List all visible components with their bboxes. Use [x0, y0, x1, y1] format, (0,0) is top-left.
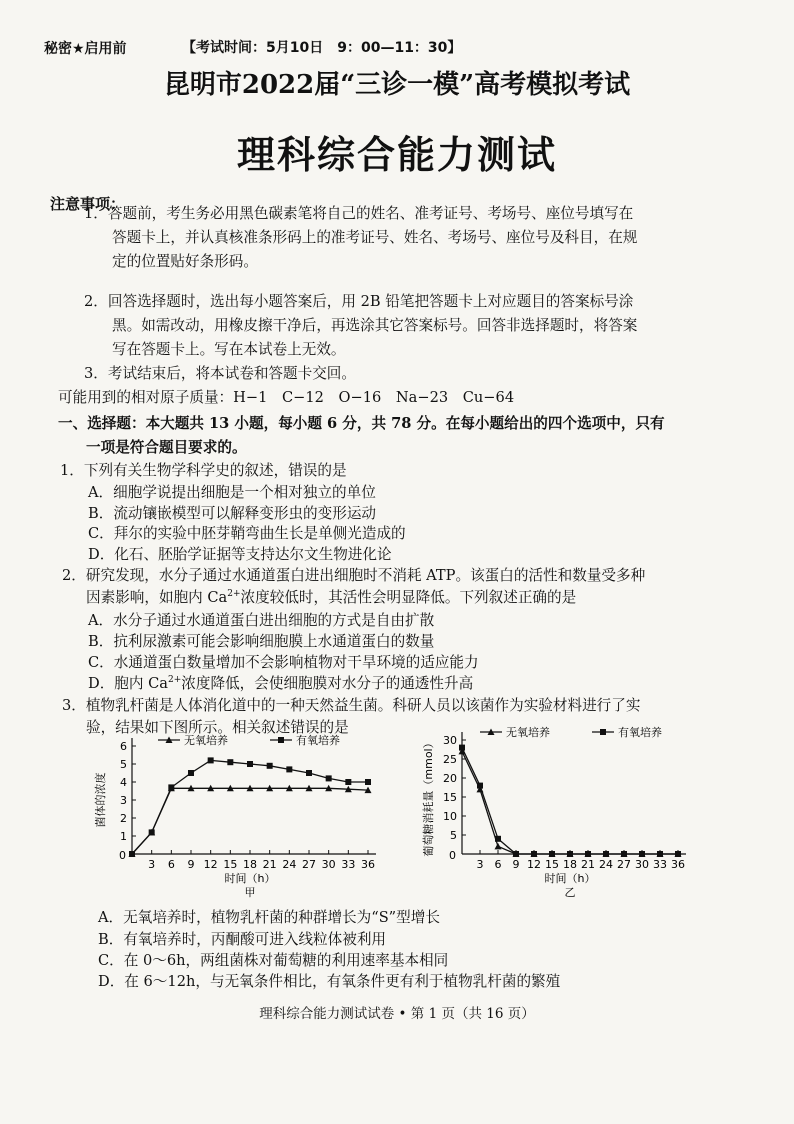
q2-stem: 2．研究发现，水分子通过水通道蛋白进出细胞时不消耗 ATP。该蛋白的活性和数量受多种 — [62, 567, 646, 584]
q3-option-d: D．在 6～12h，与无氧条件相比，有氧条件更有利于植物乳杆菌的繁殖 — [98, 973, 561, 990]
y-tick-label: 2 — [120, 812, 127, 825]
data-point-triangle — [495, 843, 502, 850]
x-axis-label: 时间（h） — [224, 872, 276, 885]
data-point-square — [326, 775, 332, 781]
q2-option-a: A．水分子通过水通道蛋白进出细胞的方式是自由扩散 — [88, 612, 435, 629]
data-point-square — [345, 779, 351, 785]
page-footer: 理科综合能力测试试卷 • 第 1 页（共 16 页） — [259, 1006, 535, 1022]
y-tick-label: 20 — [443, 772, 457, 785]
data-point-square — [247, 761, 253, 767]
x-axis-label: 时间（h） — [544, 872, 596, 885]
q1-option-d: D．化石、胚胎学证据等支持达尔文生物进化论 — [88, 546, 392, 563]
y-tick-label: 25 — [443, 753, 457, 766]
x-tick-label: 24 — [599, 858, 613, 871]
x-tick-label: 18 — [563, 858, 577, 871]
x-tick-label: 30 — [321, 858, 336, 871]
data-point-square — [585, 851, 591, 857]
data-point-square — [208, 757, 214, 763]
data-point-square — [567, 851, 573, 857]
x-tick-label: 3 — [148, 858, 156, 871]
q3-option-a: A．无氧培养时，植物乳杆菌的种群增长为“S”型增长 — [98, 909, 440, 926]
data-point-square — [639, 851, 645, 857]
x-tick-label: 24 — [282, 858, 297, 871]
q2-option-c: C．水通道蛋白数量增加不会影响植物对干旱环境的适应能力 — [88, 654, 479, 671]
x-tick-label: 6 — [167, 858, 175, 871]
data-point-square — [365, 779, 371, 785]
q1-option-b: B．流动镶嵌模型可以解释变形虫的变形运动 — [88, 505, 377, 522]
data-point-square — [168, 784, 174, 790]
chart-yi — [418, 726, 708, 898]
x-tick-label: 21 — [581, 858, 595, 871]
series-line-1 — [462, 751, 678, 854]
x-tick-label: 9 — [512, 858, 520, 871]
x-tick-label: 18 — [243, 858, 257, 871]
data-point-square — [286, 766, 292, 772]
exam-subtitle: 理科综合能力测试 — [236, 133, 557, 177]
data-point-square — [306, 770, 312, 776]
x-tick-label: 27 — [302, 858, 316, 871]
atomic-masses: 可能用到的相对原子质量：H−1 C−12 O−16 Na−23 Cu−64 — [58, 389, 515, 406]
legend-marker-square — [278, 737, 284, 743]
legend-label: 无氧培养 — [184, 734, 228, 747]
x-tick-label: 6 — [494, 858, 502, 871]
data-point-square — [129, 851, 135, 857]
exam-time: 【考试时间：5月10日 9：00—11：30】 — [182, 40, 462, 56]
legend-marker-square — [600, 729, 606, 735]
q3-option-c: C．在 0～6h，两组菌株对葡萄糖的利用速率基本相同 — [98, 952, 449, 969]
notes-heading: 注意事项： — [50, 195, 126, 213]
y-tick-label: 4 — [120, 776, 127, 789]
series-line-2 — [132, 760, 368, 854]
exam-title: 昆明市2022届“三诊一模”高考模拟考试 — [163, 70, 631, 100]
y-tick-label: 1 — [120, 830, 127, 843]
data-point-square — [549, 851, 555, 857]
chart-jia — [90, 726, 380, 898]
series-line-2 — [462, 748, 678, 854]
data-point-square — [459, 745, 465, 751]
x-tick-label: 33 — [653, 858, 667, 871]
y-tick-label: 15 — [443, 791, 457, 804]
chart-label: 甲 — [244, 886, 256, 898]
q1-option-c: C．拜尔的实验中胚芽鞘弯曲生长是单侧光造成的 — [88, 525, 406, 542]
y-tick-label: 5 — [450, 829, 457, 842]
x-tick-label: 15 — [223, 858, 238, 871]
x-tick-label: 36 — [361, 858, 375, 871]
x-tick-label: 30 — [635, 858, 649, 871]
note-line: 黑。如需改动，用橡皮擦干净后，再选涂其它答案标号。回答非选择题时，将答案 — [112, 317, 638, 334]
data-point-square — [675, 851, 681, 857]
x-tick-label: 12 — [527, 858, 541, 871]
note-line: 2．回答选择题时，选出每小题答案后，用 2B 铅笔把答题卡上对应题目的答案标号涂 — [84, 293, 634, 310]
data-point-square — [621, 851, 627, 857]
data-point-square — [477, 783, 483, 789]
x-tick-label: 9 — [187, 858, 195, 871]
data-point-square — [267, 763, 273, 769]
q3-stem: 3．植物乳杆菌是人体消化道中的一种天然益生菌。科研人员以该菌作为实验材料进行了实 — [62, 697, 641, 714]
data-point-square — [657, 851, 663, 857]
x-tick-label: 15 — [545, 858, 559, 871]
data-point-square — [495, 836, 501, 842]
note-line: 答题卡上，并认真核准条形码上的准考证号、姓名、考场号、座位号及科目，在规 — [112, 229, 638, 246]
legend-label: 无氧培养 — [506, 726, 550, 739]
x-tick-label: 12 — [203, 858, 218, 871]
section-heading: 一、选择题：本大题共 13 小题，每小题 6 分，共 78 分。在每小题给出的四个选项中，只有 — [58, 415, 665, 432]
q1-stem: 1．下列有关生物学科学史的叙述，错误的是 — [60, 462, 347, 479]
note-line: 写在答题卡上。写在本试卷上无效。 — [112, 341, 346, 358]
y-axis-label: 葡萄糖消耗量（mmol） — [422, 737, 435, 857]
data-point-square — [188, 770, 194, 776]
data-point-square — [227, 759, 233, 765]
legend-label: 有氧培养 — [296, 734, 340, 747]
origin-label: 0 — [119, 849, 126, 862]
x-tick-label: 36 — [671, 858, 685, 871]
x-tick-label: 27 — [617, 858, 631, 871]
data-point-square — [531, 851, 537, 857]
series-line-1 — [132, 788, 368, 854]
x-tick-label: 3 — [476, 858, 484, 871]
q2-option-b: B．抗利尿激素可能会影响细胞膜上水通道蛋白的数量 — [88, 633, 435, 650]
data-point-square — [513, 851, 519, 857]
y-axis-label: 菌体的浓度 — [94, 772, 107, 828]
data-point-square — [149, 829, 155, 835]
section-heading-cont: 一项是符合题目要求的。 — [86, 439, 247, 456]
note-line: 3．考试结束后，将本试卷和答题卡交回。 — [84, 365, 356, 382]
y-tick-label: 6 — [120, 740, 127, 753]
data-point-square — [603, 851, 609, 857]
y-tick-label: 5 — [120, 758, 127, 771]
q2-stem-cont: 因素影响，如胞内 $Ca^{2+}$浓度较低时，其活性会明显降低。下列叙述正确的是 — [86, 589, 577, 606]
q1-option-a: A．细胞学说提出细胞是一个相对独立的单位 — [88, 484, 376, 501]
origin-label: 0 — [449, 849, 456, 862]
q3-option-b: B．有氧培养时，丙酮酸可进入线粒体被利用 — [98, 931, 387, 948]
q3-stem-cont: 验，结果如下图所示。相关叙述错误的是 — [86, 719, 349, 736]
legend-label: 有氧培养 — [618, 726, 662, 739]
y-tick-label: 10 — [443, 810, 457, 823]
confidential-label: 秘密★启用前 — [44, 41, 127, 57]
note-line: 定的位置贴好条形码。 — [112, 253, 258, 270]
note-line: 1．答题前，考生务必用黑色碳素笔将自己的姓名、准考证号、考场号、座位号填写在 — [84, 205, 634, 222]
x-tick-label: 21 — [262, 858, 277, 871]
q2-option-d: D．胞内 $Ca^{2+}$浓度降低，会使细胞膜对水分子的通透性升高 — [88, 675, 474, 692]
x-tick-label: 33 — [341, 858, 356, 871]
y-tick-label: 30 — [443, 734, 457, 747]
y-tick-label: 3 — [120, 794, 127, 807]
chart-label: 乙 — [564, 886, 576, 898]
